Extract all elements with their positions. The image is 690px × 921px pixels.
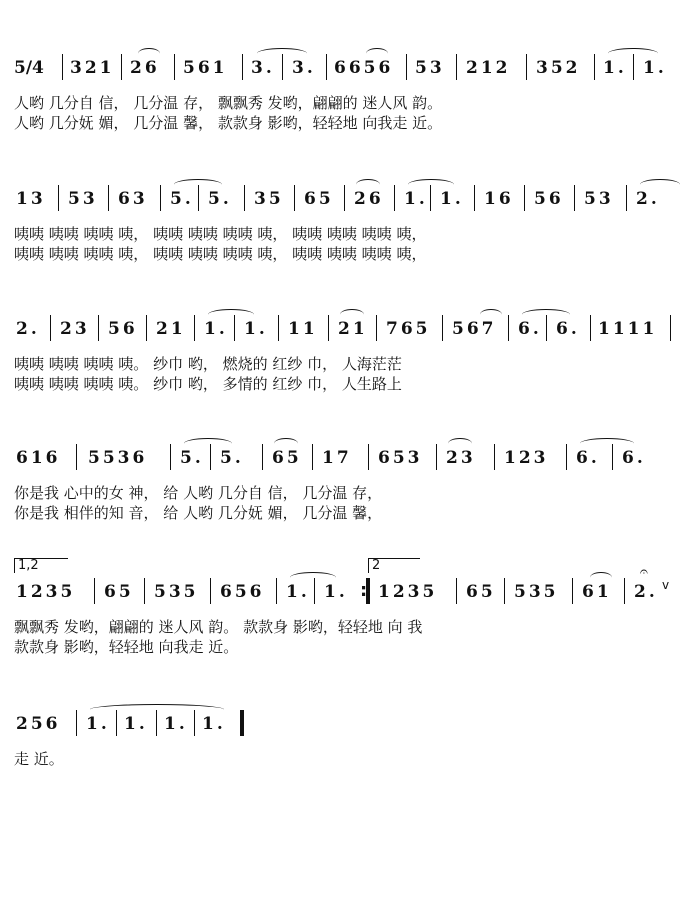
lyric-line: 咦咦 咦咦 咦咦 咦， 咦咦 咦咦 咦咦 咦， 咦咦 咦咦 咦咦 咦， [14,225,427,243]
measure: 26 [130,58,160,78]
measure: 56 [534,189,564,209]
measure: 256 [16,714,61,734]
breath-mark-icon: v [662,578,670,592]
measure: 321 [70,58,115,78]
barline [76,710,77,736]
barline [210,444,211,470]
barline [244,185,245,211]
barline [76,444,77,470]
barline [524,185,525,211]
measure: 3. [251,58,275,78]
barline [442,315,443,341]
measure: 5. [220,448,244,468]
notes-row [0,564,690,610]
measure: 3. [292,58,316,78]
measure: 65 [304,189,334,209]
slur [274,438,298,449]
measure: 53 [584,189,614,209]
barline [121,54,122,80]
notes-row [0,313,690,347]
barline [508,315,509,341]
barline [406,54,407,80]
lyric-line: 你是我 心中的女 神， 给 人哟 几分自 信， 几分温 存， [14,484,383,502]
measure: 5. [170,189,194,209]
barline [282,54,283,80]
lyric-line: 飘飘秀 发哟，翩翩的 迷人风 韵。 款款身 影哟，轻轻地 向 我 [14,618,423,636]
measure: 1111 [598,319,658,339]
measure: 6. [622,448,646,468]
barline [670,315,671,341]
barline [456,578,457,604]
measure: 212 [466,58,511,78]
measure: 1. [164,714,188,734]
measure: 56 [108,319,138,339]
barline [276,578,277,604]
measure: 6. [556,319,580,339]
slur [340,309,364,320]
barline [633,54,634,80]
slur [480,309,502,320]
measure: 567 [452,319,497,339]
barline [242,54,243,80]
barline [430,185,431,211]
measure: 11 [288,319,318,339]
notes-row [0,442,690,476]
measure: 53 [415,58,445,78]
slur [366,48,388,59]
measure: 6656 [334,58,394,78]
measure: 53 [68,189,98,209]
barline [160,185,161,211]
final-barline [240,710,244,736]
notes-row [0,52,690,86]
measure: 23 [446,448,476,468]
measure: 123 [504,448,549,468]
measure: 656 [220,582,265,602]
lyric-line: 人哟 几分自 信， 几分温 存， 飘飘秀 发哟，翩翩的 迷人风 韵。 [14,94,443,112]
barline [94,578,95,604]
lyric-line: 咦咦 咦咦 咦咦 咦。 纱巾 哟， 多情的 红纱 巾， 人生路上 [14,375,402,393]
measure: 23 [60,319,90,339]
slur [448,438,472,449]
barline [344,185,345,211]
measure: 653 [378,448,423,468]
measure: 1. [440,189,464,209]
measure: 63 [118,189,148,209]
measure: 535 [514,582,559,602]
barline [58,185,59,211]
measure: 561 [183,58,228,78]
measure: 2. [16,319,40,339]
measure: 2. [636,189,660,209]
barline [526,54,527,80]
lyric-line: 咦咦 咦咦 咦咦 咦。 纱巾 哟， 燃烧的 红纱 巾， 人海茫茫 [14,355,402,373]
barline [594,54,595,80]
barline [278,315,279,341]
slur [356,179,380,190]
measure: 1. [286,582,310,602]
measure: 765 [386,319,431,339]
barline [198,185,199,211]
slur [590,572,612,583]
lyric-line: 咦咦 咦咦 咦咦 咦， 咦咦 咦咦 咦咦 咦， 咦咦 咦咦 咦咦 咦， [14,245,427,263]
barline [144,578,145,604]
measure: 1. [244,319,268,339]
notes-row [0,183,690,217]
measure: 16 [484,189,514,209]
measure: 535 [154,582,199,602]
lyric-line: 走 近。 [14,750,64,768]
measure: 6. [518,319,542,339]
barline [210,578,211,604]
repeat-barline [366,578,370,604]
barline [456,54,457,80]
lyric-line: 款款身 影哟，轻轻地 向我走 近。 [14,638,239,656]
barline [174,54,175,80]
barline [474,185,475,211]
measure: 21 [156,319,186,339]
measure: 1. [124,714,148,734]
barline [590,315,591,341]
barline [368,444,369,470]
barline [294,185,295,211]
barline [116,710,117,736]
measure: 1. [86,714,110,734]
barline [546,315,547,341]
measure: 1. [202,714,226,734]
measure: 1. [643,58,667,78]
measure: 5. [208,189,232,209]
barline [624,578,625,604]
volta-bracket: 1,2 [14,558,68,573]
barline [98,315,99,341]
measure: 2. [634,582,658,602]
measure: 65 [104,582,134,602]
barline [194,315,195,341]
barline [262,444,263,470]
measure: 5536 [88,448,148,468]
barline [376,315,377,341]
measure: 1. [603,58,627,78]
measure: 1. [204,319,228,339]
barline [574,185,575,211]
measure: 13 [16,189,46,209]
barline [62,54,63,80]
measure: 1. [324,582,348,602]
measure: 65 [272,448,302,468]
barline [170,444,171,470]
barline [156,710,157,736]
barline [436,444,437,470]
notes-row [0,708,690,742]
measure: 1235 [16,582,76,602]
lyric-line: 你是我 相伴的知 音， 给 人哟 几分妩 媚， 几分温 馨， [14,504,383,522]
barline [612,444,613,470]
measure: 352 [536,58,581,78]
measure: 5. [180,448,204,468]
measure: 35 [254,189,284,209]
barline [328,315,329,341]
measure: 1235 [378,582,438,602]
measure: 21 [338,319,368,339]
measure: 17 [322,448,352,468]
lyric-line: 人哟 几分妩 媚， 几分温 馨， 款款身 影哟，轻轻地 向我走 近。 [14,114,443,132]
barline [234,315,235,341]
barline [572,578,573,604]
barline [326,54,327,80]
barline [314,578,315,604]
barline [312,444,313,470]
time-signature: 5/4 [14,58,44,78]
measure: 65 [466,582,496,602]
slur [640,179,680,190]
barline [50,315,51,341]
measure: 616 [16,448,61,468]
barline [566,444,567,470]
barline [146,315,147,341]
measure: 61 [582,582,612,602]
volta-bracket: 2 [368,558,420,573]
barline [494,444,495,470]
fermata-icon: 𝄐 [640,564,648,580]
barline [626,185,627,211]
measure: 1. [404,189,428,209]
barline [394,185,395,211]
barline [108,185,109,211]
barline [504,578,505,604]
slur [138,48,160,59]
measure: 26 [354,189,384,209]
barline [194,710,195,736]
measure: 6. [576,448,600,468]
